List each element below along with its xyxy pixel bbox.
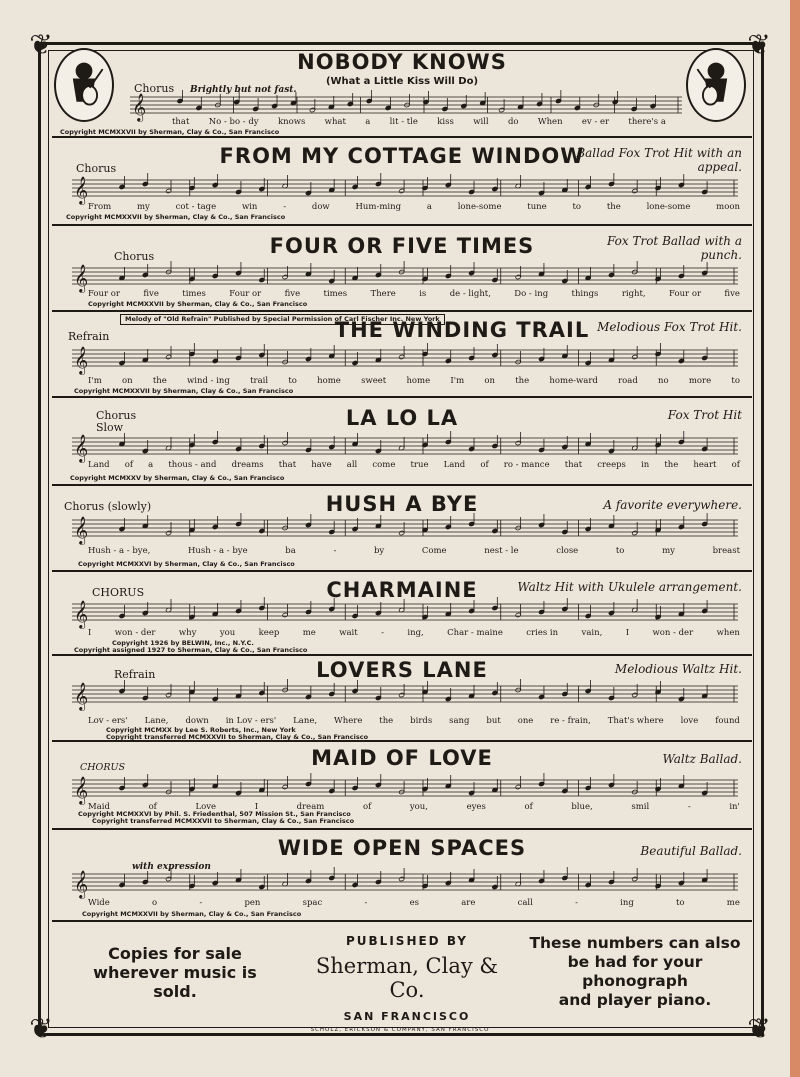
section-label: Chorus (76, 162, 117, 175)
tempo-marking: with expression (132, 862, 211, 872)
song-tagline: Fox Trot Hit (667, 408, 742, 422)
fleur-corner-icon: ❦ (29, 1012, 53, 1045)
fleur-corner-icon: ❦ (29, 28, 53, 61)
lyric-syllable: why (178, 628, 197, 638)
treble-clef-icon: 𝄞 (74, 434, 89, 462)
lyric-syllable: dream (296, 802, 325, 812)
music-staff (72, 600, 738, 628)
lyrics-line (88, 716, 740, 726)
staff-lines (72, 434, 738, 462)
song-hush-a-bye (52, 486, 752, 572)
lyric-syllable: me (302, 628, 316, 638)
lyric-syllable: Four or (88, 289, 120, 299)
lyric-syllable: sang (449, 716, 470, 726)
lyric-syllable: on (122, 376, 133, 386)
song-charmaine (52, 572, 752, 656)
lyric-syllable: home (317, 376, 341, 386)
phonograph-line-2: be had for your phonograph (567, 953, 703, 990)
lyric-syllable: of (148, 802, 157, 812)
publisher-name: Sherman, Clay & Co. (315, 954, 499, 1002)
lyric-syllable: of (124, 460, 134, 470)
lyrics-line (88, 460, 740, 470)
lyric-syllable: is (419, 289, 427, 299)
song-title: FOUR OR FIVE TIMES (269, 234, 535, 258)
music-staff (72, 870, 738, 898)
lyric-syllable: of (362, 802, 372, 812)
lyric-syllable: Love (195, 802, 217, 812)
phonograph-line-3: and player piano. (558, 991, 712, 1009)
lyrics-line (88, 376, 740, 386)
lyric-syllable: spac (302, 898, 323, 908)
copyright-notice: Copyright MCMXXVI by Phil. S. Friedenthal, 507 Mission St., San Francisco (78, 810, 351, 818)
lyrics-line (88, 546, 740, 556)
lyric-syllable: Four or (669, 289, 702, 299)
lyric-syllable: tune (527, 202, 547, 212)
copyright-assignment: Copyright transferred MCMXXVII to Sherman, Clay & Co., San Francisco (106, 733, 369, 741)
lyric-syllable: there's a (628, 117, 666, 127)
lyric-syllable: cries in (526, 628, 559, 638)
song-title: THE WINDING TRAIL (334, 318, 590, 342)
publisher-footer (52, 922, 752, 1023)
lyric-syllable: - (381, 628, 384, 638)
lyric-syllable: times (323, 289, 348, 299)
lyric-syllable: by (373, 546, 385, 556)
section-label: Chorus (114, 250, 155, 263)
lyric-syllable: Lane, (293, 716, 318, 726)
lyric-syllable: eyes (466, 802, 486, 812)
staff-lines (72, 516, 738, 544)
lyric-syllable: Hush - a - bye, (88, 546, 151, 556)
lyrics-line (88, 202, 740, 212)
lyric-syllable: lone-some (646, 202, 691, 212)
lyric-syllable: blue, (571, 802, 593, 812)
section-label: CHORUS (80, 762, 126, 773)
lyric-syllable: keep (258, 628, 280, 638)
lyric-syllable: Wide (88, 898, 110, 908)
copyright-assignment: Copyright assigned 1927 to Sherman, Clay & Co., San Francisco (74, 646, 308, 654)
lyric-syllable: smil (631, 802, 650, 812)
lyric-syllable: lone-some (457, 202, 502, 212)
song-from-my-cottage-window (52, 138, 752, 226)
section-label: Chorus (slowly) (64, 500, 152, 513)
lyric-syllable: to (676, 898, 685, 908)
lyric-syllable: have (311, 460, 332, 470)
treble-clef-icon: 𝄞 (74, 264, 89, 292)
lyric-syllable: of (480, 460, 489, 470)
song-lovers-lane (52, 656, 752, 742)
treble-clef-icon: 𝄞 (74, 176, 89, 204)
lyric-syllable: Maid (88, 802, 110, 812)
lyric-syllable: when (716, 628, 740, 638)
lyric-syllable: es (409, 898, 419, 908)
lyric-syllable: in' (729, 802, 740, 812)
lyric-syllable: the (664, 460, 679, 470)
lyric-syllable: a (426, 202, 432, 212)
lyric-syllable: are (461, 898, 476, 908)
treble-clef-icon: 𝄞 (74, 346, 89, 374)
lyric-syllable: the (515, 376, 530, 386)
lyrics-line (88, 289, 740, 299)
lyric-syllable: come (372, 460, 396, 470)
copyright-notice: Copyright MCMXXVII by Sherman, Clay & Co., San Francisco (60, 128, 280, 136)
lyric-syllable: wait (339, 628, 358, 638)
lyric-syllable: Four or (229, 289, 262, 299)
lyric-syllable: to (288, 376, 297, 386)
lyric-syllable: found (715, 716, 740, 726)
lyric-syllable: - (575, 898, 578, 908)
lyric-syllable: I'm (88, 376, 102, 386)
lyric-syllable: Land (88, 460, 110, 470)
fleur-corner-icon: ❦ (747, 28, 771, 61)
publisher-city: SAN FRANCISCO (343, 1010, 471, 1023)
lyric-syllable: - (687, 802, 691, 812)
lyric-syllable: more (688, 376, 712, 386)
lyric-syllable: Lov - ers' (88, 716, 128, 726)
lyric-syllable: re - frain, (550, 716, 591, 726)
song-wide-open-spaces (52, 830, 752, 922)
lyric-syllable: - (199, 898, 203, 908)
lyric-syllable: road (618, 376, 638, 386)
song-title: MAID OF LOVE (311, 746, 493, 770)
staff-lines (72, 682, 738, 710)
lyric-syllable: home-ward (549, 376, 598, 386)
song-tagline: Waltz Hit with Ukulele arrangement. (517, 580, 742, 594)
published-by-label: PUBLISHED BY (346, 934, 468, 948)
tempo-marking: Brightly but not fast. (190, 85, 297, 95)
treble-clef-icon: 𝄞 (74, 776, 89, 804)
song-title: CHARMAINE (326, 578, 478, 602)
lyric-syllable: - (333, 546, 337, 556)
staff-lines (72, 346, 738, 374)
lyric-syllable: Land (443, 460, 466, 470)
song-tagline: Ballad Fox Trot Hit with an appeal. (576, 146, 742, 174)
copyright-notice: Copyright MCMXXVII by Sherman, Clay & Co., San Francisco (74, 387, 294, 395)
copyright-notice: Copyright MCMXXVII by Sherman, Clay & Co., San Francisco (66, 213, 286, 221)
song-tagline: Waltz Ballad. (662, 752, 742, 766)
lyric-syllable: times (182, 289, 206, 299)
lyric-syllable: ing, (407, 628, 424, 638)
lyric-syllable: that (564, 460, 583, 470)
song-tagline: Melodious Fox Trot Hit. (597, 320, 742, 334)
paper-edge (790, 0, 800, 1077)
lyric-syllable: do (507, 117, 519, 127)
staff-lines (72, 870, 738, 898)
lyrics-line (88, 628, 740, 638)
staff-lines (130, 93, 682, 121)
lyric-syllable: I (254, 802, 259, 812)
lyric-syllable: won - der (114, 628, 156, 638)
lyric-syllable: Lane, (144, 716, 169, 726)
music-staff (72, 434, 738, 462)
music-staff (72, 346, 738, 374)
lyric-syllable: Hush - a - bye (187, 546, 248, 556)
lyric-syllable: the (152, 376, 167, 386)
lyric-syllable: on (484, 376, 495, 386)
lyric-syllable: of (731, 460, 740, 470)
song-tagline: Melodious Waltz Hit. (614, 662, 742, 676)
lyric-syllable: ing (620, 898, 634, 908)
section-label: Chorus (134, 82, 175, 95)
publisher-block (302, 934, 512, 1023)
staff-lines (72, 264, 738, 292)
lyric-syllable: all (346, 460, 358, 470)
lyric-syllable: o (152, 898, 158, 908)
lyric-syllable: From (88, 202, 112, 212)
lyric-syllable: I (88, 628, 92, 638)
lyric-syllable: Come (421, 546, 447, 556)
lyric-syllable: creeps (597, 460, 626, 470)
song-tagline: Fox Trot Ballad with a punch. (606, 234, 742, 262)
lyrics-line (172, 117, 666, 127)
printer-credit: SCHOLZ, ERICKSON & COMPANY, SAN FRANCISCO (310, 1027, 490, 1033)
music-staff (72, 776, 738, 804)
phonograph-line-1: These numbers can also (529, 934, 741, 952)
phonograph-notice (520, 934, 750, 1010)
staff-lines (72, 776, 738, 804)
lyric-syllable: one (517, 716, 534, 726)
song-nobody-knows (52, 48, 752, 138)
song-title: LA LO LA (345, 406, 459, 430)
treble-clef-icon: 𝄞 (132, 93, 147, 121)
song-title: NOBODY KNOWS (297, 50, 507, 74)
lyric-syllable: birds (410, 716, 433, 726)
lyric-syllable: sweet (361, 376, 387, 386)
lyric-syllable: No - bo - dy (208, 117, 259, 127)
lyric-syllable: de - light, (449, 289, 491, 299)
song-tagline: A favorite everywhere. (603, 498, 742, 512)
lyric-syllable: the (379, 716, 394, 726)
staff-lines (72, 176, 738, 204)
lyric-syllable: Char - maine (447, 628, 503, 638)
treble-clef-icon: 𝄞 (74, 516, 89, 544)
lyric-syllable: knows (277, 117, 306, 127)
lyric-syllable: That's where (607, 716, 664, 726)
lyric-syllable: you (219, 628, 236, 638)
lyric-syllable: no (658, 376, 669, 386)
lyric-syllable: dreams (231, 460, 264, 470)
lyric-syllable: I'm (450, 376, 465, 386)
lyric-syllable: will (473, 117, 489, 127)
section-label: Chorus Slow (96, 409, 137, 434)
lyric-syllable: wind - ing (187, 376, 230, 386)
lyric-syllable: Hum-ming (355, 202, 402, 212)
lyric-syllable: to (731, 376, 740, 386)
copyright-assignment: Copyright transferred MCMXXVII to Sherman, Clay & Co., San Francisco (92, 817, 355, 825)
lyric-syllable: what (324, 117, 346, 127)
copyright-notice: Copyright MCMXX by Lee S. Roberts, Inc., New York (106, 726, 296, 734)
lyric-syllable: me (726, 898, 740, 908)
section-label: CHORUS (92, 586, 145, 599)
song-tagline: Beautiful Ballad. (640, 844, 742, 858)
lyric-syllable: a (148, 460, 154, 470)
lyric-syllable: win (241, 202, 258, 212)
lyric-syllable: vain, (581, 628, 603, 638)
lyric-syllable: pen (244, 898, 261, 908)
copies-for-sale-notice (70, 944, 280, 1001)
lyric-syllable: of (524, 802, 533, 812)
copyright-notice: Copyright MCMXXVI by Sherman, Clay & Co., San Francisco (78, 560, 295, 568)
lyric-syllable: There (370, 289, 396, 299)
treble-clef-icon: 𝄞 (74, 600, 89, 628)
lyric-syllable: the (606, 202, 621, 212)
lyric-syllable: that (278, 460, 297, 470)
song-maid-of-love (52, 742, 752, 830)
lyric-syllable: nest - le (484, 546, 519, 556)
lyric-syllable: down (185, 716, 209, 726)
music-staff (72, 682, 738, 710)
lyric-syllable: in Lov - ers' (225, 716, 277, 726)
copies-line-2: wherever music is sold. (93, 963, 257, 1001)
lyric-syllable: cot - tage (175, 202, 217, 212)
lyric-syllable: but (486, 716, 501, 726)
lyric-syllable: moon (716, 202, 740, 212)
lyric-syllable: call (517, 898, 533, 908)
music-staff (72, 516, 738, 544)
lyric-syllable: my (662, 546, 675, 556)
permission-box: Melody of "Old Refrain" Published by Special Permission of Carl Fischer Inc. New York (120, 314, 445, 325)
lyric-syllable: to (572, 202, 582, 212)
lyric-syllable: close (556, 546, 579, 556)
music-staff (72, 176, 738, 204)
lyric-syllable: a (365, 117, 371, 127)
lyric-syllable: five (724, 289, 740, 299)
lyric-syllable: things (571, 289, 599, 299)
music-staff (72, 264, 738, 292)
copyright-notice: Copyright MCMXXVII by Sherman, Clay & Co., San Francisco (82, 910, 302, 918)
lyric-syllable: you, (409, 802, 428, 812)
lyric-syllable: I (625, 628, 630, 638)
lyric-syllable: - (283, 202, 287, 212)
lyric-syllable: won - der (652, 628, 694, 638)
staff-lines (72, 600, 738, 628)
lyric-syllable: dow (311, 202, 330, 212)
lyric-syllable: home (406, 376, 431, 386)
lyric-syllable: ev - er (581, 117, 610, 127)
lyric-syllable: Where (334, 716, 363, 726)
section-label: Refrain (114, 668, 156, 681)
song-title: LOVERS LANE (316, 658, 488, 682)
lyrics-line (88, 898, 740, 908)
song-the-winding-trail (52, 312, 752, 398)
lyric-syllable: in (641, 460, 650, 470)
lyric-syllable: to (615, 546, 625, 556)
lyric-syllable: trail (250, 376, 269, 386)
song-title: WIDE OPEN SPACES (277, 836, 527, 860)
lyric-syllable: ba (285, 546, 296, 556)
lyric-syllable: kiss (437, 117, 454, 127)
lyric-syllable: true (410, 460, 429, 470)
song-la-lo-la (52, 398, 752, 486)
copies-line-1: Copies for sale (108, 944, 242, 963)
music-staff (130, 93, 682, 121)
lyric-syllable: - (364, 898, 368, 908)
lyric-syllable: love (680, 716, 699, 726)
lyric-syllable: ro - mance (503, 460, 550, 470)
copyright-notice: Copyright MCMXXVII by Sherman, Clay & Co., San Francisco (88, 300, 308, 308)
lyric-syllable: When (537, 117, 563, 127)
song-title: FROM MY COTTAGE WINDOW (219, 144, 585, 168)
copyright-notice: Copyright 1926 by BELWIN, Inc., N.Y.C. (112, 639, 254, 647)
section-label: Refrain (68, 330, 110, 343)
song-four-or-five-times (52, 226, 752, 312)
lyric-syllable: five (284, 289, 301, 299)
lyric-syllable: right, (621, 289, 646, 299)
song-subtitle: (What a Little Kiss Will Do) (325, 76, 479, 87)
copyright-notice: Copyright MCMXXV by Sherman, Clay & Co., San Francisco (70, 474, 285, 482)
treble-clef-icon: 𝄞 (74, 870, 89, 898)
lyric-syllable: Do - ing (514, 289, 549, 299)
song-title: HUSH A BYE (325, 492, 479, 516)
lyric-syllable: heart (693, 460, 717, 470)
treble-clef-icon: 𝄞 (74, 682, 89, 710)
fleur-corner-icon: ❦ (747, 1012, 771, 1045)
lyric-syllable: lit - tle (389, 117, 418, 127)
lyric-syllable: five (143, 289, 159, 299)
lyric-syllable: thous - and (168, 460, 217, 470)
lyric-syllable: my (136, 202, 150, 212)
lyric-syllable: that (172, 117, 190, 127)
lyric-syllable: breast (712, 546, 740, 556)
